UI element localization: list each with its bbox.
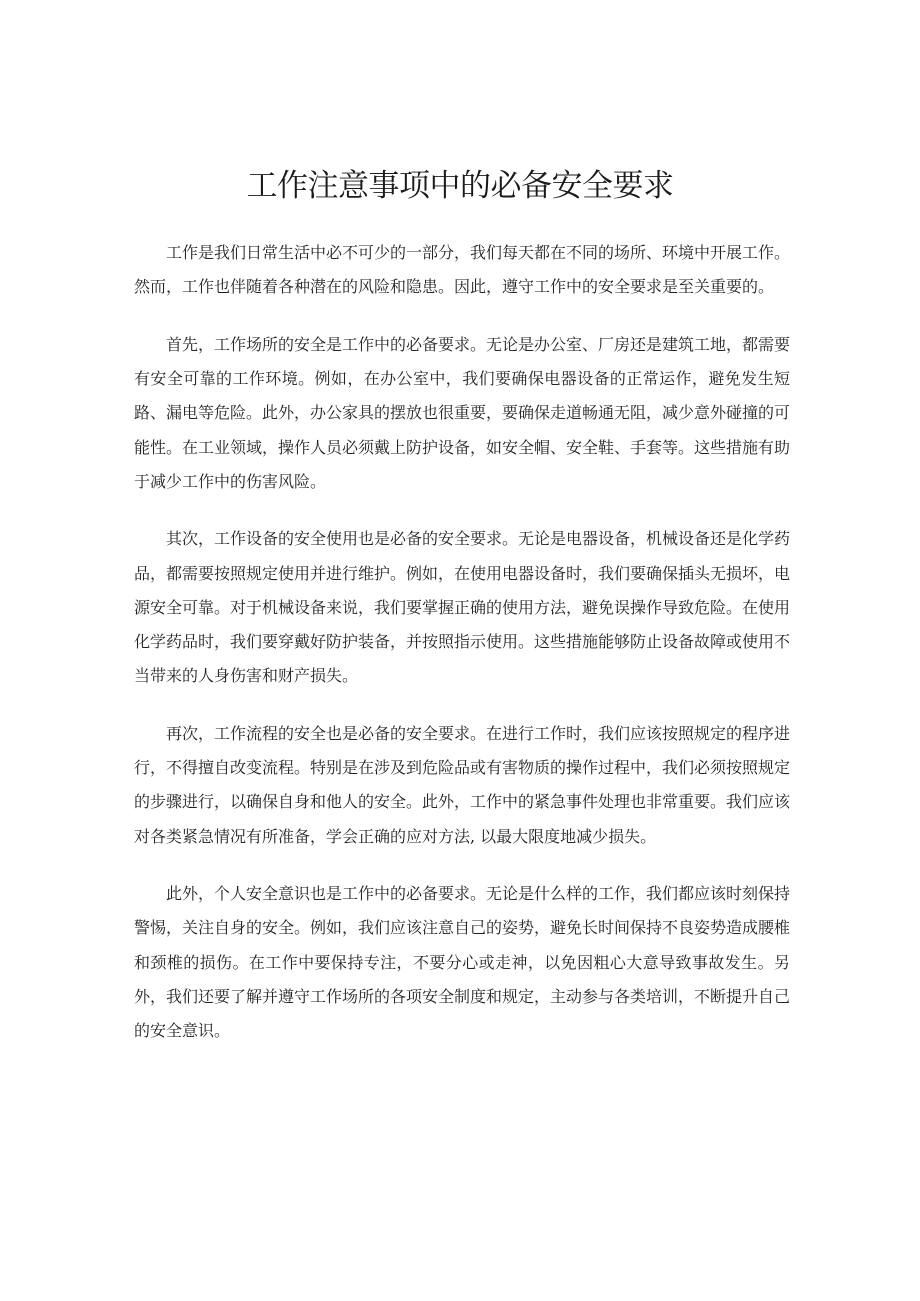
paragraph-workplace-safety: 首先，工作场所的安全是工作中的必备要求。无论是办公室、厂房还是建筑工地，都需要有安全可靠的工作环境。例如，在办公室中，我们要确保电器设备的正常运作，避免发生短路、漏电等危险。此外，办公家具的摆放也很重要，要确保走道畅通无阻，减少意外碰撞的可能性。在工业领域，操作人员必须戴上防护设备，如安全帽、安全鞋、手套等。这些措施有助于减少工作中的伤害风险。: [134, 334, 791, 491]
paragraph-personal-awareness: 此外，个人安全意识也是工作中的必备要求。无论是什么样的工作，我们都应该时刻保持警惕，关注自身的安全。例如，我们应该注意自己的姿势，避免长时间保持不良姿势造成腰椎和颈椎的损伤。在工作中要保持专注，不要分心或走神，以免因粗心大意导致事故发生。另外，我们还要了解并遵守工作场所的各项安全制度和规定，主动参与各类培训，不断提升自己的安全意识。: [134, 884, 791, 1041]
paragraph-equipment-safety: 其次，工作设备的安全使用也是必备的安全要求。无论是电器设备，机械设备还是化学药品，都需要按照规定使用并进行维护。例如，在使用电器设备时，我们要确保插头无损坏，电源安全可靠。对于机械设备来说，我们要掌握正确的使用方法，避免误操作导致危险。在使用化学药品时，我们要穿戴好防护装备，并按照指示使用。这些措施能够防止设备故障或使用不当带来的人身伤害和财产损失。: [134, 529, 791, 686]
document-body: [134, 236, 790, 1072]
document-title: 工作注意事项中的必备安全要求: [246, 168, 674, 204]
paragraph-process-safety: 再次，工作流程的安全也是必备的安全要求。在进行工作时，我们应该按照规定的程序进行，不得擅自改变流程。特别是在涉及到危险品或有害物质的操作过程中，我们必须按照规定的步骤进行，以确保自身和他人的安全。此外，工作中的紧急事件处理也非常重要。我们应该对各类紧急情况有所准备，学会正确的应对方法, 以最大限度地减少损失。: [134, 723, 791, 846]
paragraph-intro: 工作是我们日常生活中必不可少的一部分，我们每天都在不同的场所、环境中开展工作。然而，工作也伴随着各种潜在的风险和隐患。因此，遵守工作中的安全要求是至关重要的。: [134, 243, 791, 297]
